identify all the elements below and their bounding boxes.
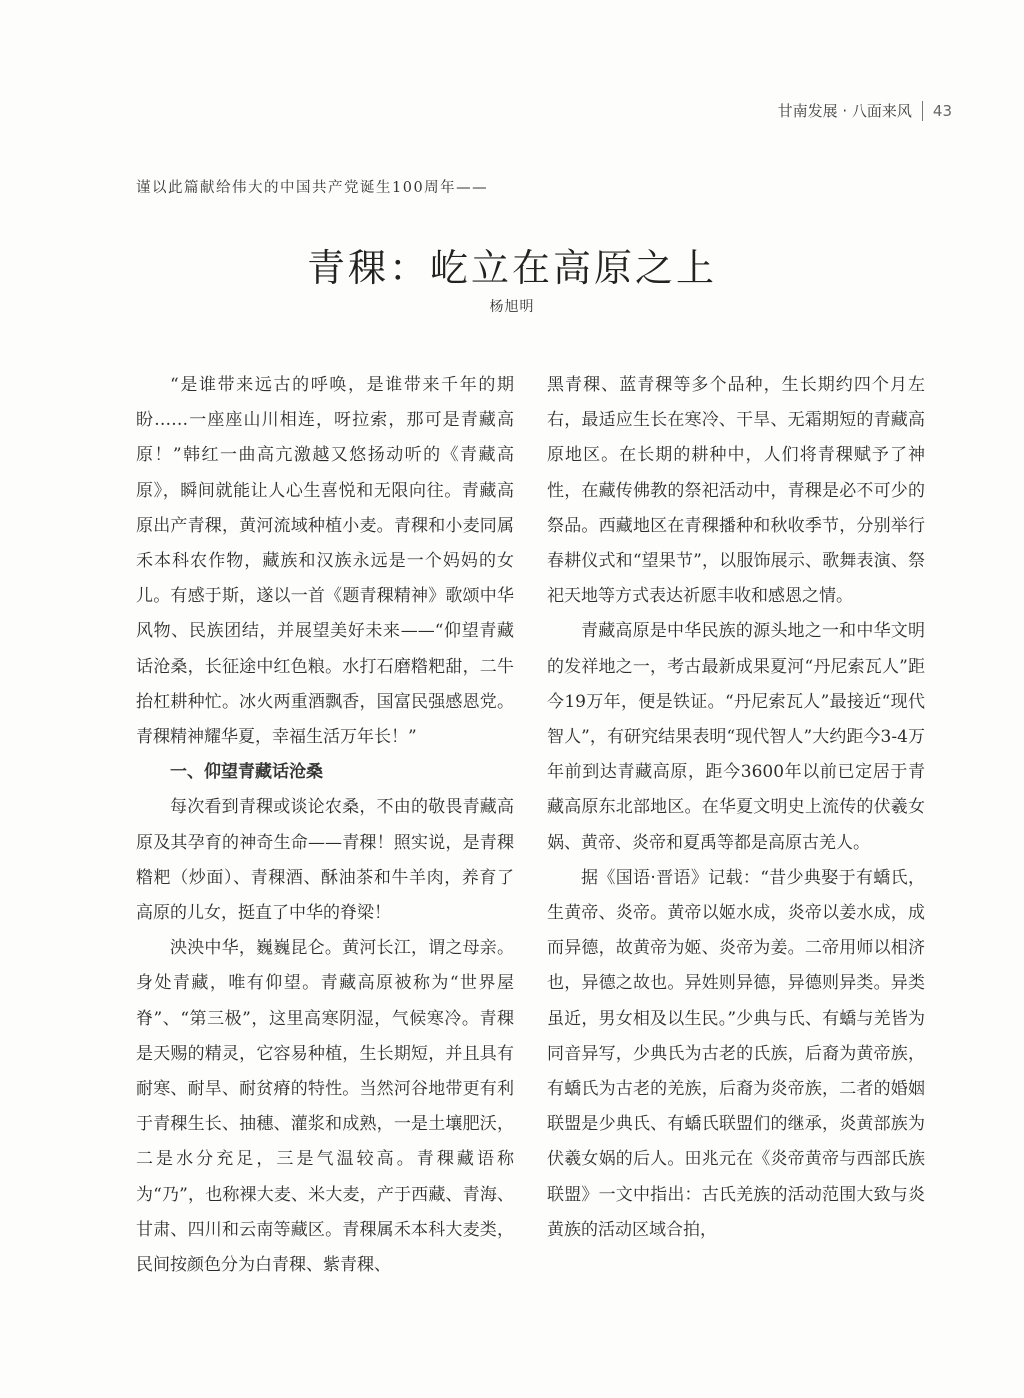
running-header [778, 100, 952, 121]
section-title: 甘南发展 · 八面来风 [777, 102, 912, 120]
paragraph: 据《国语·晋语》记载：“昔少典娶于有蟜氏，生黄帝、炎帝。黄帝以姬水成，炎帝以姜水成，成而异德，故黄帝为姬、炎帝为姜。二帝用师以相济也，异德之故也。异姓则异德，异德则异类。异类虽近，男女相及以生民。”少典与氏、有蟜与羌皆为同音异写，少典氏为古老的氏族，后裔为黄帝族，有蟜氏为古老的羌族，后裔为炎帝族，二者的婚姻联盟是少典氏、有蟜氏联盟们的继承，炎黄部族为伏羲女娲的后人。田兆元在《炎帝黄帝与西部氏族联盟》一文中指出：古氏羌族的活动范围大致与炎黄族的活动区域合拍， [547, 867, 925, 1240]
paragraph: 泱泱中华，巍巍昆仑。黄河长江，谓之母亲。身处青藏，唯有仰望。青藏高原被称为“世界屋脊”、“第三极”，这里高寒阴湿，气候寒冷。青稞是天赐的精灵，它容易种植，生长期短，并且具有耐寒、耐旱、耐贫瘠的特性。当然河谷地带更有利于青稞生长、抽穗、灌浆和成熟，一是土壤肥沃，二是水分充足，三是气温较高。青稞藏语称为“乃”，也称裸大麦、米大麦，产于西藏、青海、甘肃、四川和云南等藏区。青稞属禾本科大麦类，民间按颜色分为白青稞、紫青稞、 [136, 938, 514, 1276]
left-column [136, 368, 514, 1283]
paragraph: 青藏高原是中华民族的源头地之一和中华文明的发祥地之一，考古最新成果夏河“丹尼索瓦人”距今19万年，便是铁证。“丹尼索瓦人”最接近“现代智人”，有研究结果表明“现代智人”大约距今3-4万年前到达青藏高原，距今3600年以前已定居于青藏高原东北部地区。在华夏文明史上流传的伏羲女娲、黄帝、炎帝和夏禹等都是高原古羌人。 [547, 621, 925, 853]
author-name: 杨旭明 [489, 299, 535, 315]
article-title: 青稞：屹立在高原之上 [306, 246, 717, 291]
paragraph: 每次看到青稞或谈论农桑，不由的敬畏青藏高原及其孕育的神奇生命——青稞！照实说，是青稞糌粑（炒面）、青稞酒、酥油茶和牛羊肉，养育了高原的儿女，挺直了中华的脊梁！ [136, 797, 514, 924]
page-number: 43 [932, 101, 952, 120]
paragraph-continued: 黑青稞、蓝青稞等多个品种，生长期约四个月左右，最适应生长在寒冷、干旱、无霜期短的青藏高原地区。在长期的耕种中，人们将青稞赋予了神性，在藏传佛教的祭祀活动中，青稞是必不可少的祭品。西藏地区在青稞播种和秋收季节，分别举行春耕仪式和“望果节”，以服饰展示、歌舞表演、祭祀天地等方式表达祈愿丰收和感恩之情。 [547, 375, 925, 607]
right-column [547, 368, 925, 1248]
dedication-line: 谨以此篇献给伟大的中国共产党诞生100周年—— [136, 180, 489, 196]
paragraph: “是谁带来远古的呼唤，是谁带来千年的期盼……一座座山川相连，呀拉索，那可是青藏高原！”韩红一曲高亢激越又悠扬动听的《青藏高原》，瞬间就能让人心生喜悦和无限向往。青藏高原出产青稞，黄河流域种植小麦。青稞和小麦同属禾本科农作物，藏族和汉族永远是一个妈妈的女儿。有感于斯，遂以一首《题青稞精神》歌颂中华风物、民族团结，并展望美好未来——“仰望青藏话沧桑，长征途中红色粮。水打石磨糌粑甜，二牛抬杠耕种忙。冰火两重酒飘香，国富民强感恩党。青稞精神耀华夏，幸福生活万年长！” [136, 375, 514, 748]
header-divider [922, 101, 923, 121]
section-heading: 一、仰望青藏话沧桑 [170, 762, 323, 783]
